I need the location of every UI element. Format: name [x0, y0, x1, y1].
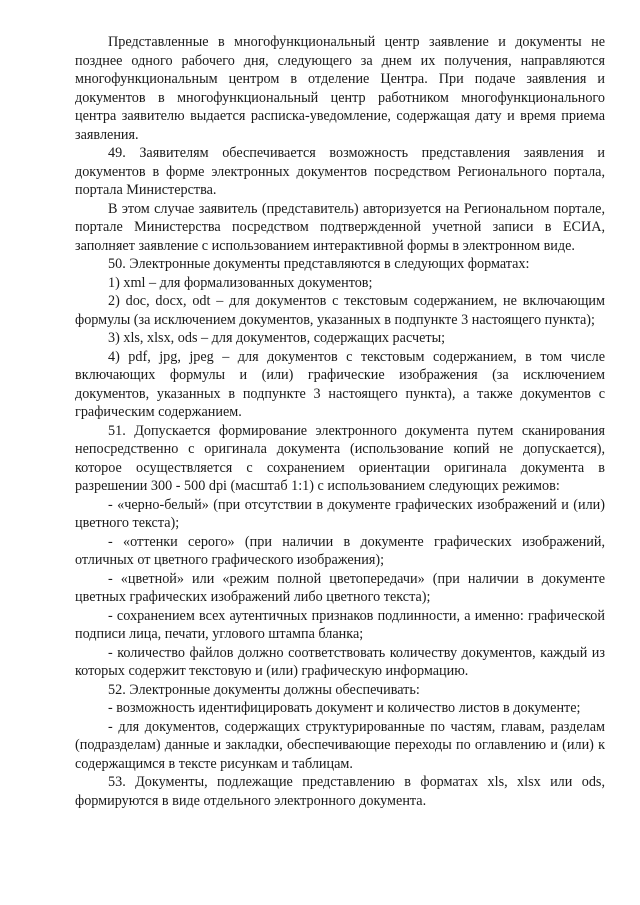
paragraph-49: 49. Заявителям обеспечивается возможность представления заявления и документов в форме электронных документов посредством Регионального портала, портала Министерства. — [75, 145, 605, 198]
paragraph-50-item-2: 2) doc, docx, odt – для документов с текстовым содержанием, не включающим формулы (за исключением документов, указанных в подпункте 3 настоящего пункта); — [75, 293, 605, 328]
paragraph-52: 52. Электронные документы должны обеспечивать: — [108, 681, 420, 698]
paragraph-51-mode-gray: - «оттенки серого» (при наличии в документе графических изображений, отличных от цветного графического изображения); — [75, 533, 605, 568]
paragraph-50-item-1: 1) xml – для формализованных документов; — [108, 274, 373, 291]
paragraph-50-item-4: 4) pdf, jpg, jpeg – для документов с текстовым содержанием, в том числе включающих формулы и (или) графические изображения (за исключением документов, указанных в подпункте 3 настоящего пункта), а также документов с графическим содержанием. — [75, 348, 605, 420]
paragraph-50-item-3: 3) xls, xlsx, ods – для документов, содержащих расчеты; — [108, 330, 446, 346]
paragraph-51: 51. Допускается формирование электронного документа путем сканирования непосредственно с оригинала документа (использование копий не допускается), которое осуществляется с сохранением ориентации оригинала документа в разрешении 300 - 500 dpi (масштаб 1:1) с использованием следующих режимов: — [75, 422, 605, 494]
paragraph-51-mode-color: - «цветной» или «режим полной цветопередачи» (при наличии в документе цветных графических изображений либо цветного текста); — [75, 570, 605, 605]
paragraph-52-structure: - для документов, содержащих структурированные по частям, главам, разделам (подразделам) данные и закладки, обеспечивающие переходы по оглавлению и (или) к содержащимся в тексте рисункам и таблицам. — [75, 718, 605, 772]
document-page — [75, 33, 605, 810]
paragraph-mfc-submission: Представленные в многофункциональный центр заявление и документы не позднее одного рабочего дня, следующего за днем их получения, направляются многофункциональным центром в отделение Центра. При подаче заявления и документов в многофункциональный центр работником многофункционального центра заявителю выдается расписка-уведомление, содержащая дату и время приема заявления. — [75, 34, 605, 143]
paragraph-51-authenticity: - сохранением всех аутентичных признаков подлинности, а именно: графической подписи лица, печати, углового штампа бланка; — [75, 607, 605, 642]
paragraph-52-identify: - возможность идентифицировать документ и количество листов в документе; — [108, 700, 581, 716]
paragraph-49-portal-auth: В этом случае заявитель (представитель) авторизуется на Региональном портале, портале Министерства посредством подтвержденной учетной записи в ЕСИА, заполняет заявление с использованием интерактивной формы в электронном виде. — [75, 200, 605, 254]
paragraph-51-file-count: - количество файлов должно соответствовать количеству документов, каждый из которых содержит текстовую и (или) графическую информацию. — [75, 644, 605, 679]
paragraph-50: 50. Электронные документы представляются в следующих форматах: — [108, 256, 530, 272]
paragraph-53: 53. Документы, подлежащие представлению в форматах xls, xlsx или ods, формируются в виде отдельного электронного документа. — [75, 774, 605, 809]
paragraph-51-mode-bw: - «черно-белый» (при отсутствии в документе графических изображений и (или) цветного текста); — [75, 496, 605, 531]
